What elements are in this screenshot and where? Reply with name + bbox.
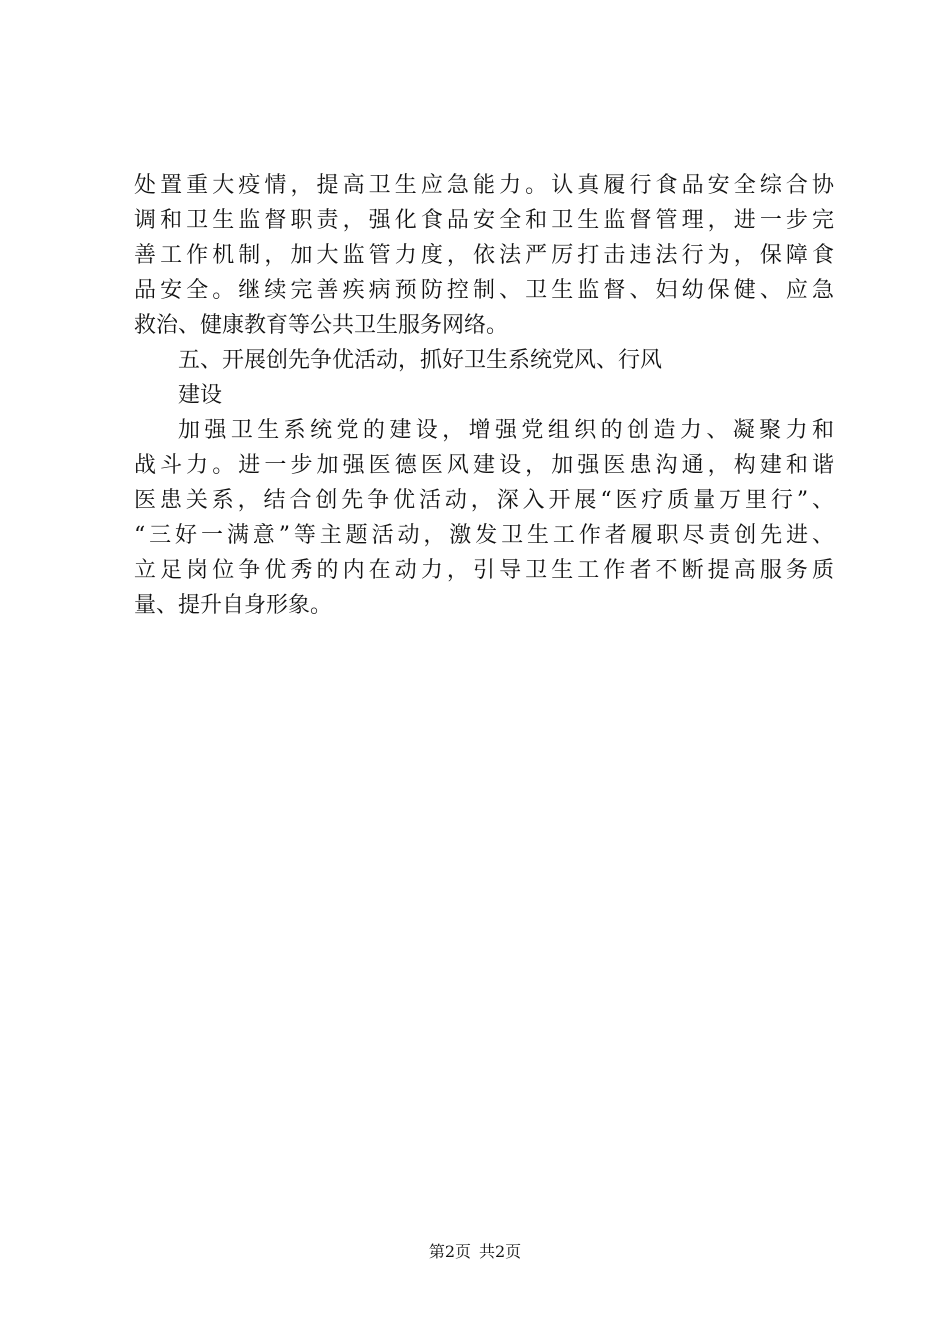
- section-heading: 五、开展创先争优活动，抓好卫生系统党风、行风: [178, 348, 663, 373]
- body-line: “三好一满意”等主题活动，激发卫生工作者履职尽责创先进、: [134, 523, 834, 548]
- body-line: 善工作机制，加大监管力度，依法严厉打击违法行为，保障食: [134, 243, 834, 268]
- body-line: 立足岗位争优秀的内在动力，引导卫生工作者不断提高服务质: [134, 558, 834, 583]
- body-line: 量、提升自身形象。: [134, 593, 333, 618]
- document-body: [134, 168, 834, 623]
- body-line: 处置重大疫情，提高卫生应急能力。认真履行食品安全综合协: [134, 173, 834, 198]
- page-number: 第2页: [428, 1242, 471, 1261]
- section-heading-continued: 建设: [178, 383, 223, 408]
- body-line: 加强卫生系统党的建设，增强党组织的创造力、凝聚力和: [178, 418, 834, 443]
- body-line: 医患关系，结合创先争优活动，深入开展“医疗质量万里行”、: [134, 488, 834, 513]
- page-total: 共2页: [479, 1242, 522, 1261]
- body-line: 品安全。继续完善疾病预防控制、卫生监督、妇幼保健、应急: [134, 278, 834, 303]
- page-footer: [0, 1241, 950, 1263]
- body-line: 救治、健康教育等公共卫生服务网络。: [134, 313, 509, 338]
- body-line: 战斗力。进一步加强医德医风建设，加强医患沟通，构建和谐: [134, 453, 834, 478]
- body-line: 调和卫生监督职责，强化食品安全和卫生监督管理，进一步完: [134, 208, 834, 233]
